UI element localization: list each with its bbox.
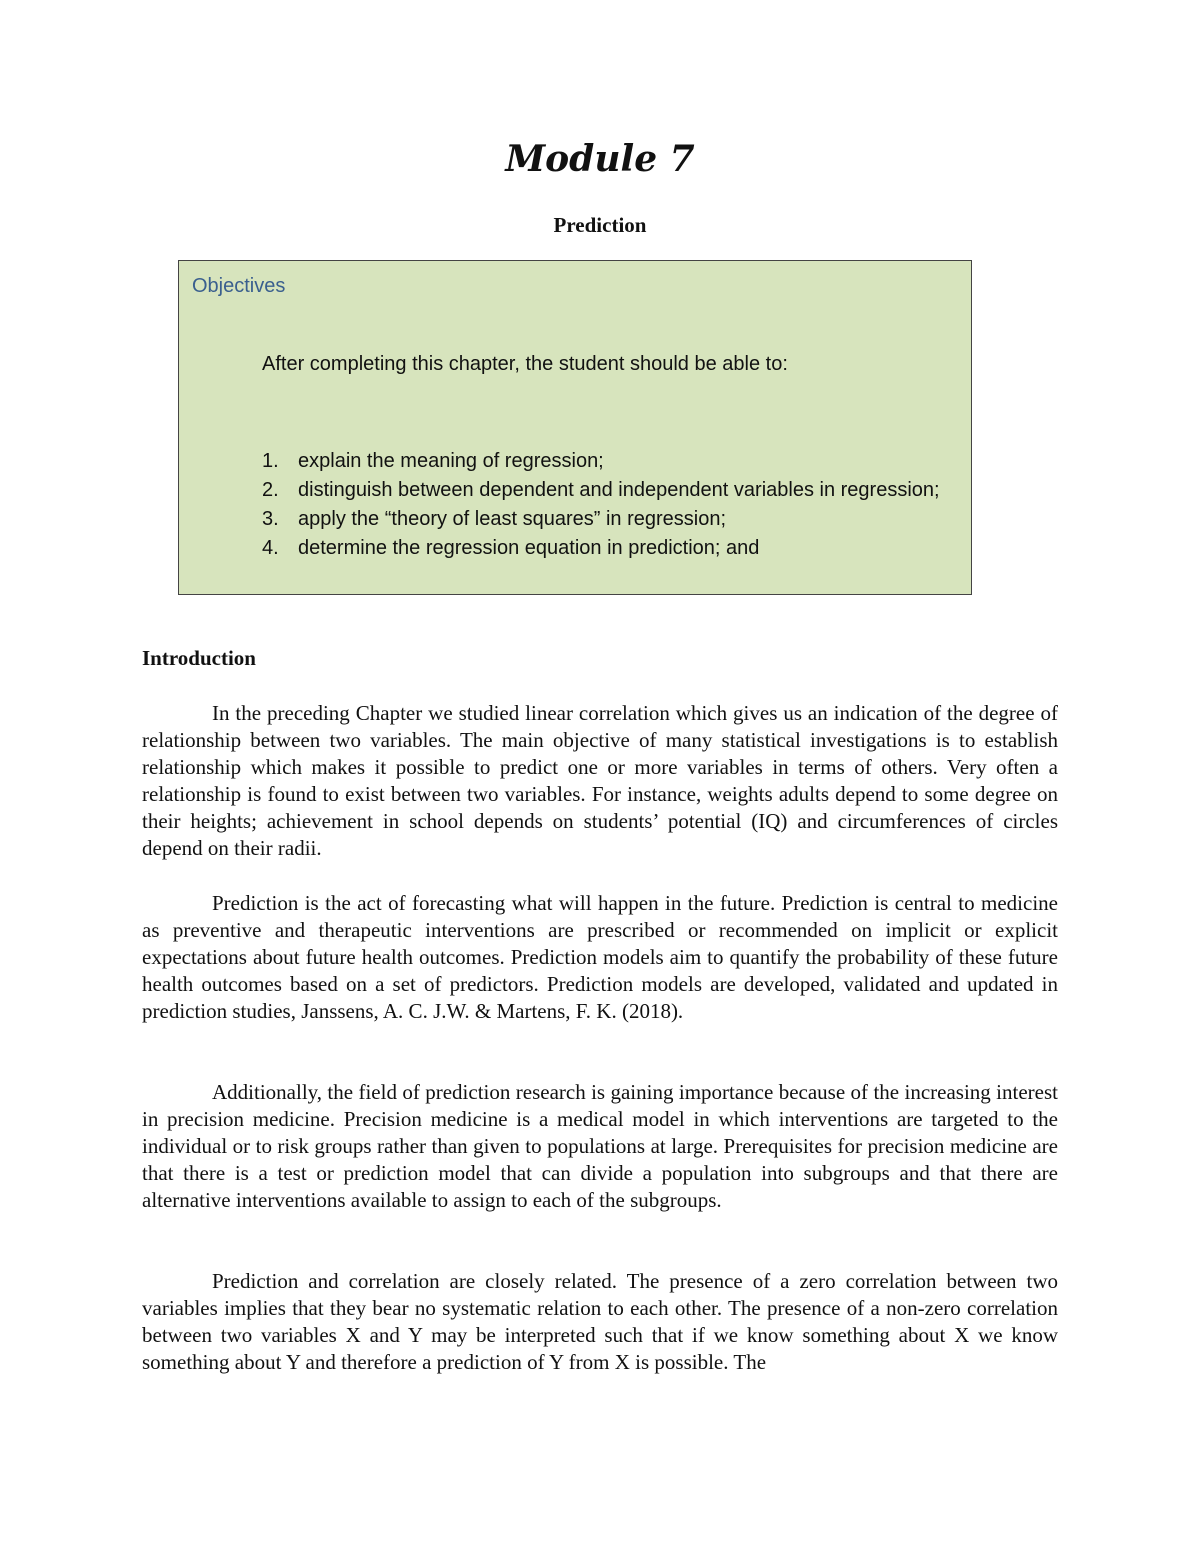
introduction-paragraph: Prediction and correlation are closely related. The presence of a zero correlation between two variables implies that they bear no systematic relation to each other. The presence of a non-zero correlation between two variables X and Y may be interpreted such that if we know something about X we know something about Y and therefore a prediction of Y from X is possible. The xyxy=(142,1269,1058,1374)
objective-text: distinguish between dependent and independent variables in regression; xyxy=(298,479,940,501)
objective-item xyxy=(262,476,960,505)
module-title: Module 7 xyxy=(505,138,695,180)
objective-text: determine the regression equation in prediction; and xyxy=(298,537,760,559)
introduction-heading: Introduction xyxy=(142,646,256,670)
objectives-box xyxy=(178,260,972,595)
chapter-subtitle: Prediction xyxy=(553,213,647,237)
objective-item xyxy=(262,447,960,476)
objective-item xyxy=(262,534,960,563)
objective-text: explain the meaning of regression; xyxy=(298,450,604,472)
introduction-paragraph: In the preceding Chapter we studied linear correlation which gives us an indication of the degree of relationship between two variables. The main objective of many statistical investigations is to establish relationship which makes it possible to predict one or more variables in terms of others. Very often a relationship is found to exist between two variables. For instance, weights adults depend to some degree on their heights; achievement in school depends on students’ potential (IQ) and circumferences of circles depend on their radii. xyxy=(142,701,1058,860)
objectives-list xyxy=(262,447,960,563)
objective-number: 3. xyxy=(262,508,279,530)
objective-number: 1. xyxy=(262,450,279,472)
objective-item xyxy=(262,505,960,534)
objective-number: 4. xyxy=(262,537,279,559)
objective-number: 2. xyxy=(262,479,279,501)
introduction-paragraph: Prediction is the act of forecasting what will happen in the future. Prediction is central to medicine as preventive and therapeutic interventions are prescribed or recommended on implicit or explicit expectations about future health outcomes. Prediction models aim to quantify the probability of these future health outcomes based on a set of predictors. Prediction models are developed, validated and updated in prediction studies, Janssens, A. C. J.W. & Martens, F. K. (2018). xyxy=(142,891,1058,1023)
introduction-paragraph: Additionally, the field of prediction research is gaining importance because of the increasing interest in precision medicine. Precision medicine is a medical model in which interventions are targeted to the individual or to risk groups rather than given to populations at large. Prerequisites for precision medicine are that there is a test or prediction model that can divide a population into subgroups and that there are alternative interventions available to assign to each of the subgroups. xyxy=(142,1080,1058,1212)
objective-text: apply the “theory of least squares” in regression; xyxy=(298,508,726,530)
objectives-heading: Objectives xyxy=(192,275,286,297)
objectives-intro: After completing this chapter, the student should be able to: xyxy=(262,353,788,375)
